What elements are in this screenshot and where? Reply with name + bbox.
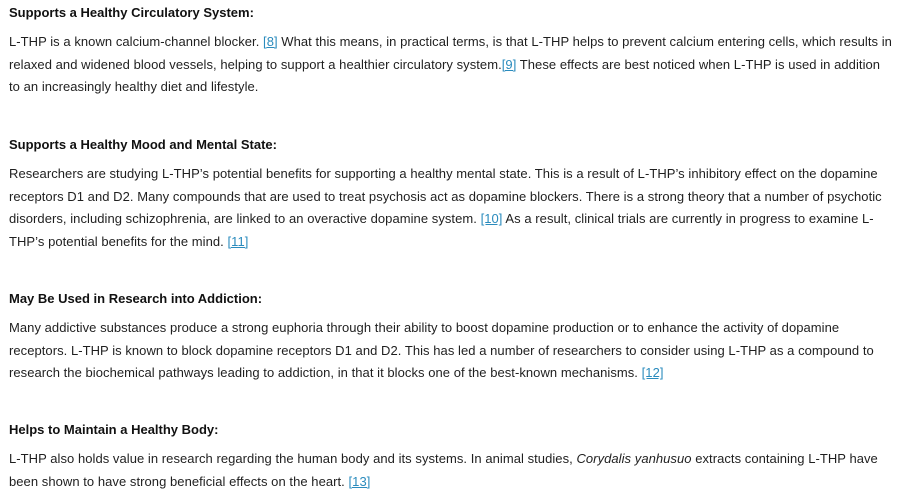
citation-link-10[interactable]: [10] [480,211,503,227]
paragraph-text: What this means, in practical terms, is that L-THP helps to prevent calcium entering cells, which results in relaxed and widened blood vessels, helping to support a healthier circulatory system. [9,34,892,72]
section-heading: Supports a Healthy Circulatory System: [9,5,254,20]
section-heading: May Be Used in Research into Addiction: [9,291,263,306]
section-heading: Helps to Maintain a Healthy Body: [9,422,219,437]
paragraph-text: L-THP also holds value in research regarding the human body and its systems. In animal studies, [9,451,577,466]
section-paragraph [9,448,893,493]
paragraph-text: Many addictive substances produce a strong euphoria through their ability to boost dopamine production or to enhance the activity of dopamine receptors. L-THP is known to block dopamine receptors D1 and D2. This has led a number of researchers to consider using L-THP as a compound to research the biochemical pathways leading to addiction, in that it blocks one of the best-known mechanisms. [9,320,874,381]
section-circulatory-system [9,5,893,99]
paragraph-text: L-THP is a known calcium-channel blocker. [9,34,264,49]
section-paragraph [9,163,893,253]
citation-link-9[interactable]: [9] [501,56,517,72]
citation-link-12[interactable]: [12] [641,365,664,381]
citation-link-8[interactable]: [8] [263,34,278,49]
section-heading: Supports a Healthy Mood and Mental State: [9,137,277,152]
citation-link-13[interactable]: [13] [348,473,371,489]
species-name: Corydalis yanhusuo [576,451,692,466]
citation-link-11[interactable]: [11] [227,233,249,249]
section-addiction-research [9,291,893,385]
paragraph-text: extracts containing L-THP have been shown to have strong beneficial effects on the heart. [9,451,878,489]
paragraph-text: Researchers are studying L-THP’s potential benefits for supporting a healthy mental state. This is a result of L-THP’s inhibitory effect on the dopamine receptors D1 and D2. Many compounds that are used to treat psychosis act as dopamine blockers. There is a strong theory that a number of psychotic disorders, including schizophrenia, are linked to an overactive dopamine system. [9,166,882,227]
section-paragraph [9,317,893,385]
section-paragraph [9,31,893,99]
paragraph-text: These effects are best noticed when L-THP is used in addition to an increasingly healthy diet and lifestyle. [9,56,881,95]
paragraph-text: As a result, clinical trials are currently in progress to examine L-THP’s potential benefits for the mind. [9,211,874,249]
section-healthy-body [9,422,893,493]
section-mood-mental-state [9,137,893,253]
